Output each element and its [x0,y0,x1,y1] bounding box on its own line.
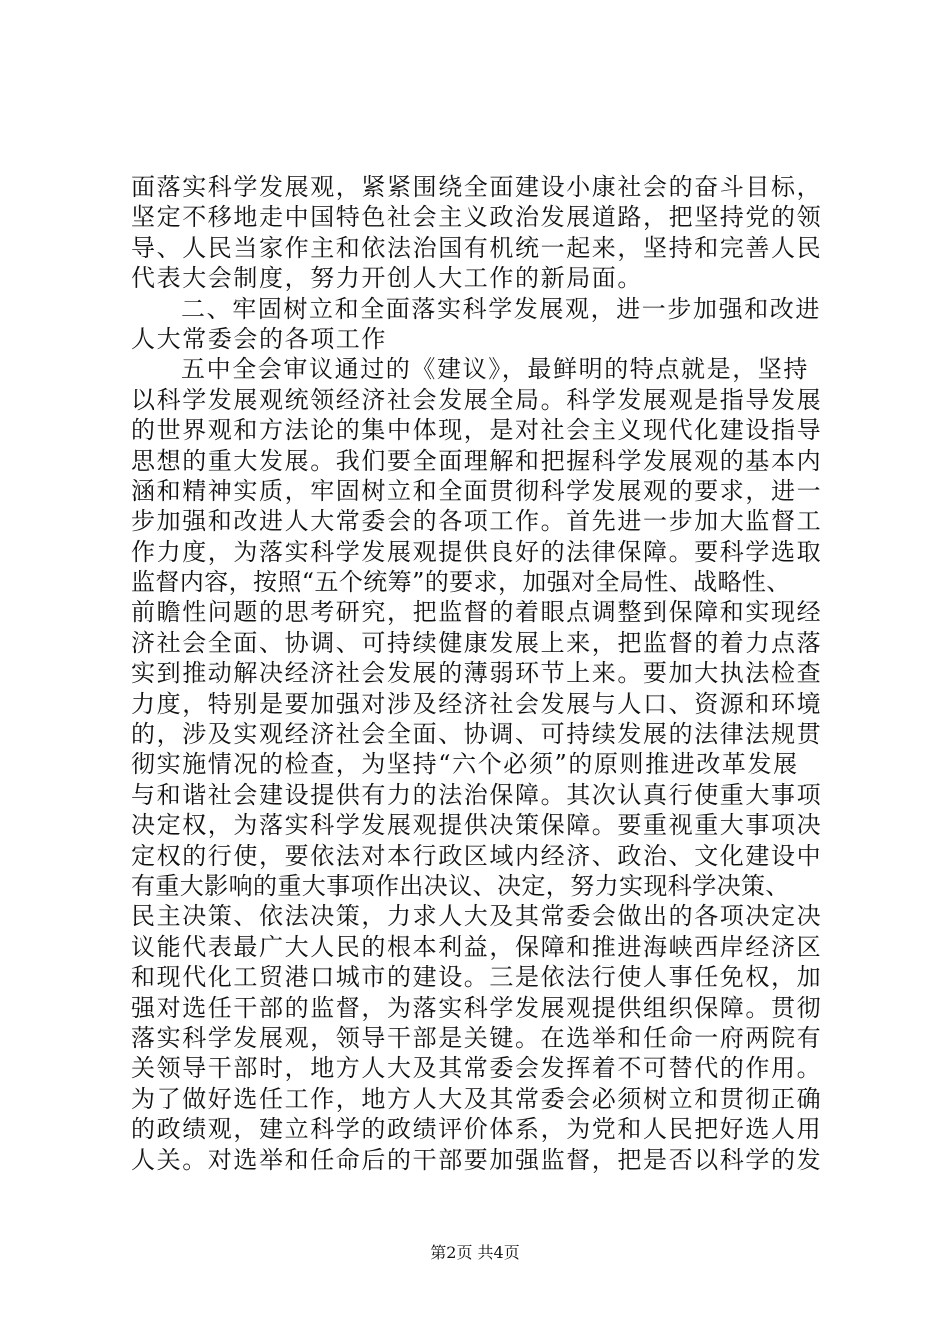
text-line: 前瞻性问题的思考研究，把监督的着眼点调整到保障和实现经 [131,598,823,627]
text-line: 实到推动解决经济社会发展的薄弱环节上来。要加大执法检查 [131,659,823,688]
text-line: 与和谐社会建设提供有力的法治保障。其次认真行使重大事项 [131,780,823,809]
text-line: 作力度，为落实科学发展观提供良好的法律保障。要科学选取 [131,537,823,566]
text-line: 以科学发展观统领经济社会发展全局。科学发展观是指导发展 [131,385,823,414]
text-line: 二、牢固树立和全面落实科学发展观，进一步加强和改进 [181,294,821,323]
text-line: 彻实施情况的检查，为坚持“六个必须”的原则推进改革发展 [131,750,799,779]
text-line: 民主决策、依法决策，力求人大及其常委会做出的各项决定决 [131,902,823,931]
text-line: 关领导干部时，地方人大及其常委会发挥着不可替代的作用。 [131,1054,823,1083]
text-line: 为了做好选任工作，地方人大及其常委会必须树立和贯彻正确 [131,1084,823,1113]
body-text [131,172,831,1175]
text-line: 人大常委会的各项工作 [131,324,387,353]
text-line: 强对选任干部的监督，为落实科学发展观提供组织保障。贯彻 [131,993,823,1022]
text-line: 涵和精神实质，牢固树立和全面贯彻科学发展观的要求，进一 [131,476,823,505]
text-line: 坚定不移地走中国特色社会主义政治发展道路，把坚持党的领 [131,203,823,232]
text-line: 导、人民当家作主和依法治国有机统一起来，坚持和完善人民 [131,233,823,262]
text-line: 决定权，为落实科学发展观提供决策保障。要重视重大事项决 [131,811,823,840]
text-line: 监督内容，按照“五个统筹”的要求，加强对全局性、战略性、 [131,568,791,597]
text-line: 的，涉及实观经济社会全面、协调、可持续发展的法律法规贯 [131,720,823,749]
text-line: 定权的行使，要依法对本行政区域内经济、政治、文化建设中 [131,841,823,870]
text-line: 五中全会审议通过的《建议》，最鲜明的特点就是，坚持 [181,355,809,384]
text-line: 代表大会制度，努力开创人大工作的新局面。 [131,264,643,293]
text-line: 力度，特别是要加强对涉及经济社会发展与人口、资源和环境 [131,689,823,718]
text-line: 的政绩观，建立科学的政绩评价体系，为党和人民把好选人用 [131,1115,823,1144]
text-line: 思想的重大发展。我们要全面理解和把握科学发展观的基本内 [131,446,823,475]
text-line: 人关。对选举和任命后的干部要加强监督，把是否以科学的发 [131,1145,823,1174]
text-line: 步加强和改进人大常委会的各项工作。首先进一步加大监督工 [131,507,823,536]
page-footer: 第2页 共4页 [430,1243,520,1262]
text-line: 落实科学发展观，领导干部是关键。在选举和任命一府两院有 [131,1023,823,1052]
text-line: 的世界观和方法论的集中体现，是对社会主义现代化建设指导 [131,416,823,445]
text-line: 和现代化工贸港口城市的建设。三是依法行使人事任免权，加 [131,963,823,992]
text-line: 面落实科学发展观，紧紧围绕全面建设小康社会的奋斗目标， [131,173,823,201]
text-line: 有重大影响的重大事项作出决议、决定，努力实现科学决策、 [131,871,790,900]
text-line: 议能代表最广大人民的根本利益，保障和推进海峡西岸经济区 [131,932,823,961]
text-line: 济社会全面、协调、可持续健康发展上来，把监督的着力点落 [131,628,823,657]
